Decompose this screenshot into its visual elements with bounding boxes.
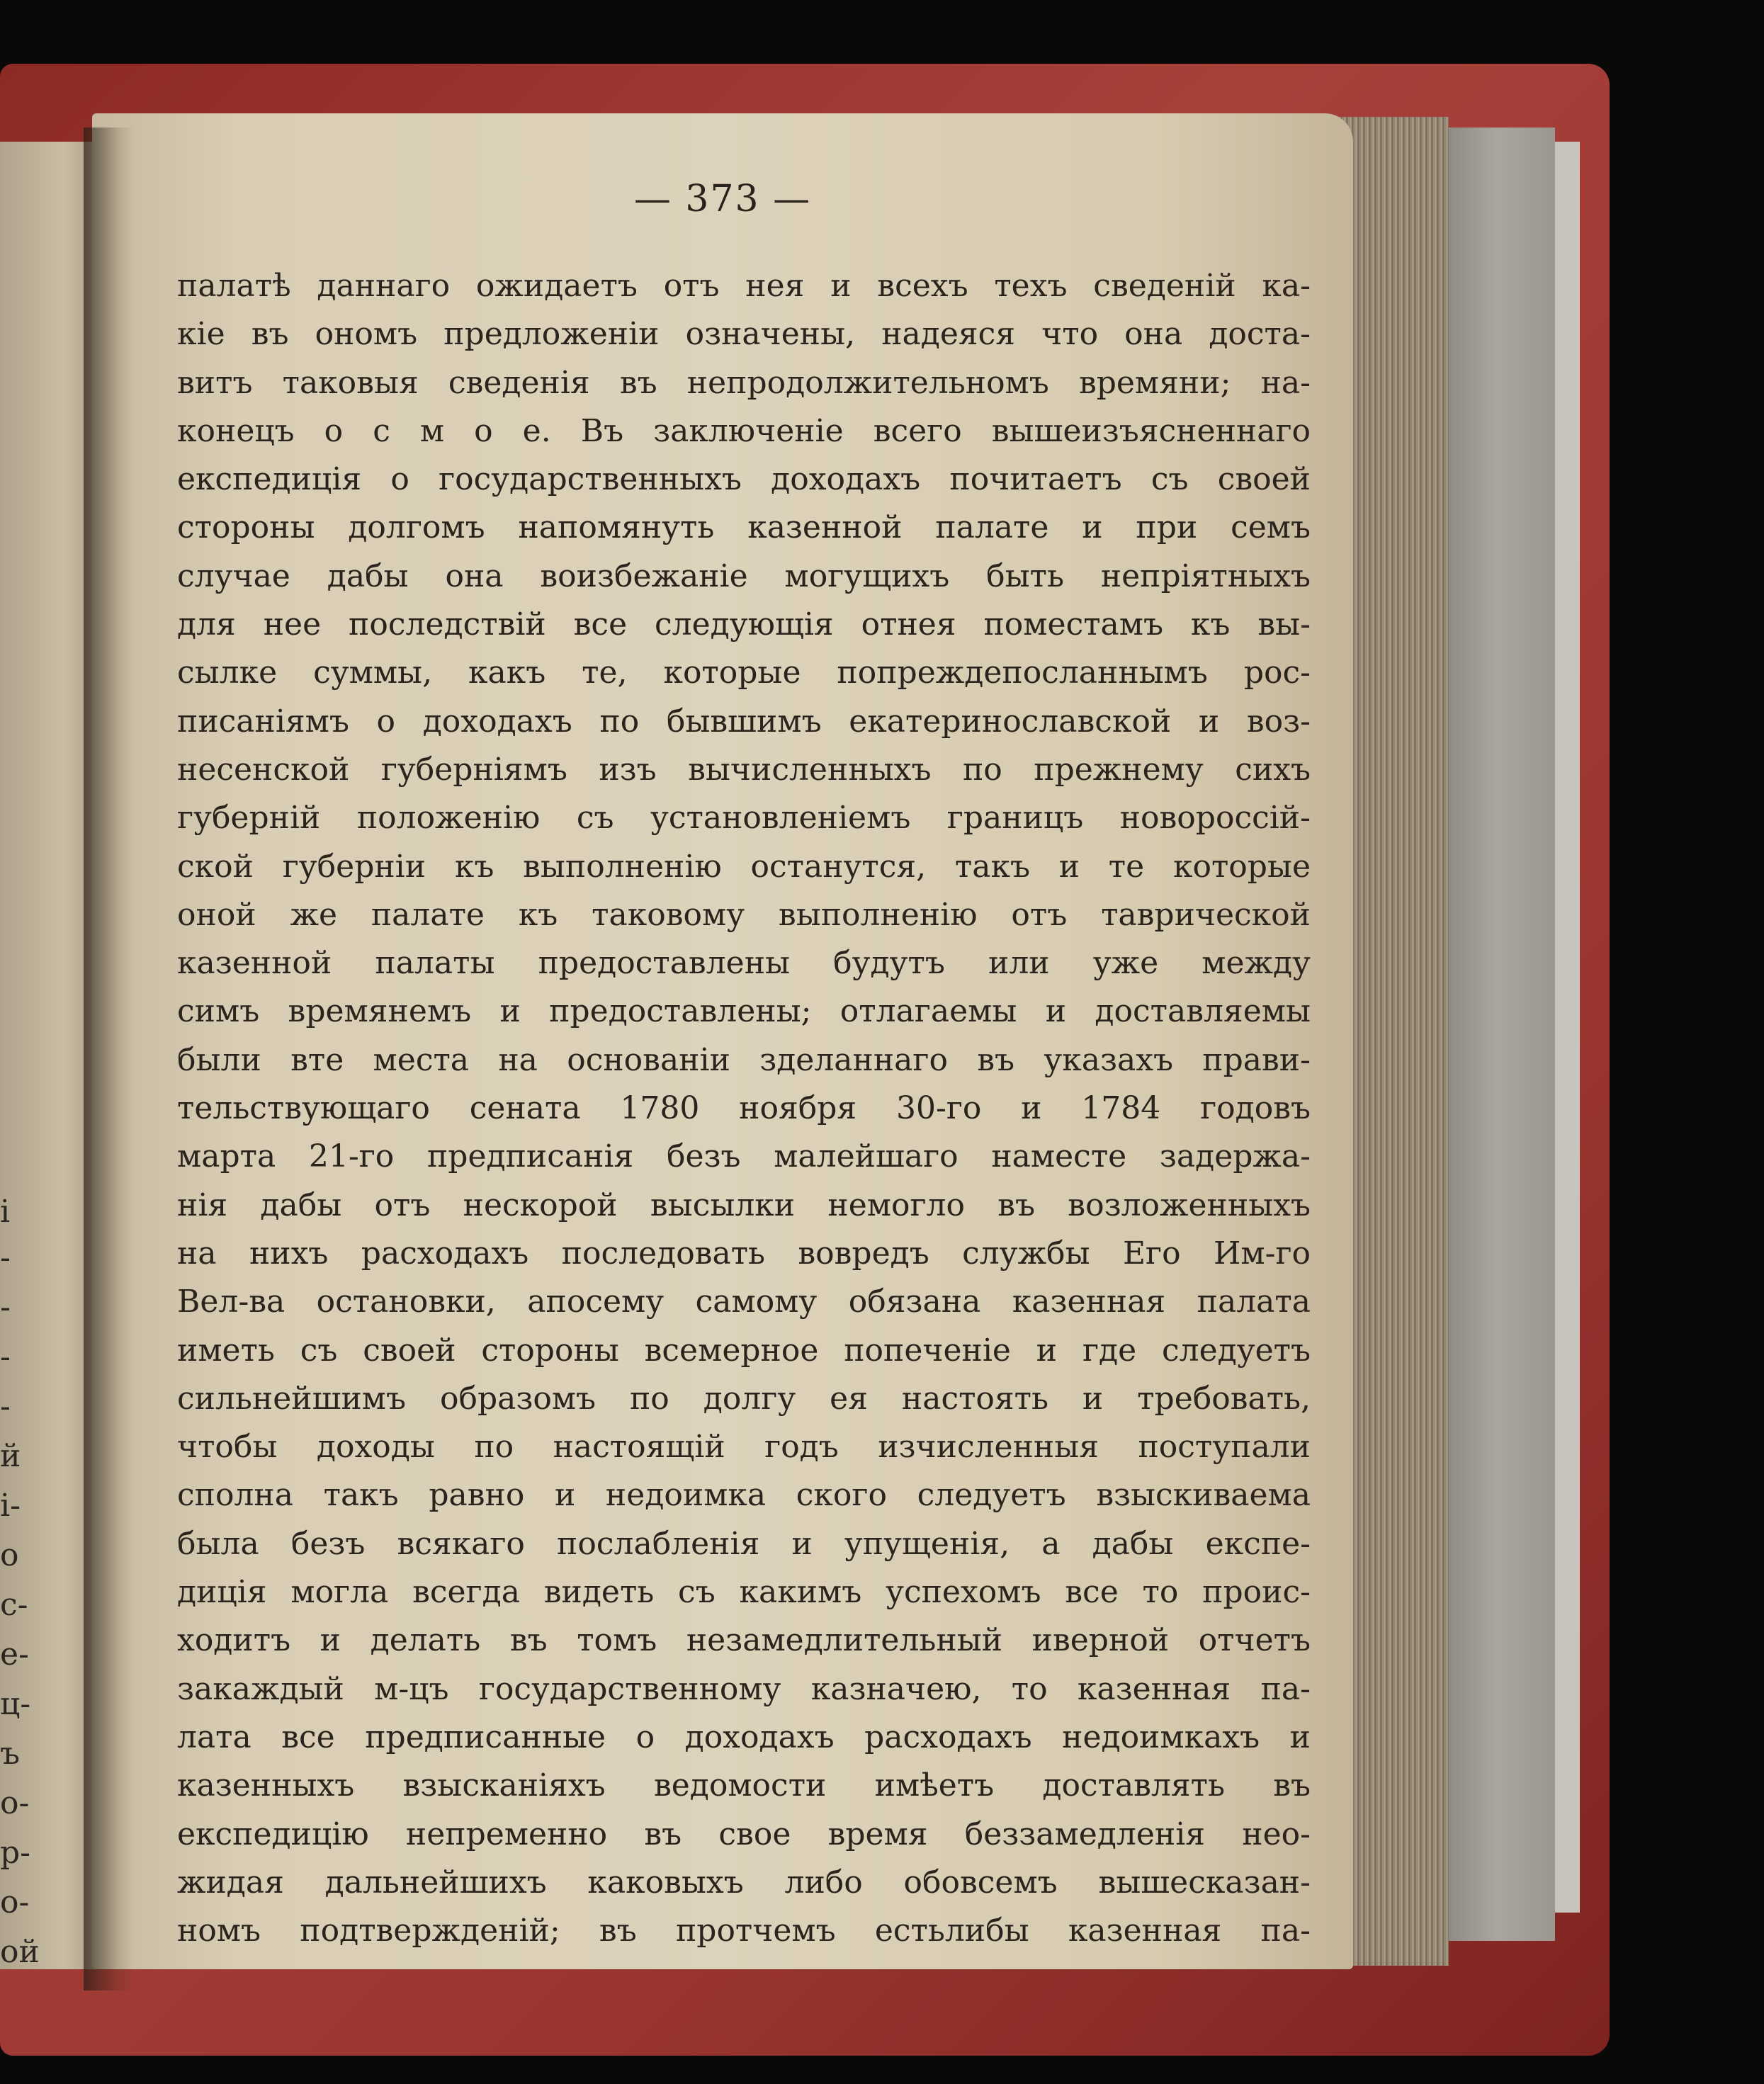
- left-page-fragment: й: [0, 1438, 21, 1474]
- text-line: казенной палаты предоставлены будутъ или уже между: [177, 945, 1311, 982]
- left-page-fragment: о-: [0, 1785, 30, 1821]
- text-line: на нихъ расходахъ последовать вовредъ службы Его Им-го: [177, 1235, 1311, 1272]
- page-number: — 373 —: [633, 178, 812, 220]
- left-page-fragment: -: [0, 1289, 11, 1325]
- left-page-fragment: і: [0, 1194, 11, 1230]
- text-line: тельствующаго сената 1780 ноября 30-го и 1784 годовъ: [177, 1090, 1311, 1127]
- left-page-fragment: -: [0, 1240, 11, 1276]
- text-line: несенской губерніямъ изъ вычисленныхъ по прежнему сихъ: [177, 751, 1311, 788]
- text-line: губерній положенію съ установленіемъ границъ новороссій-: [177, 800, 1311, 837]
- text-line: конецъ о с м о е. Въ заключеніе всего вышеизъясненнаго: [177, 412, 1311, 449]
- text-line: писаніямъ о доходахъ по бывшимъ екатеринославской и воз-: [177, 703, 1311, 740]
- text-line: експедиція о государственныхъ доходахъ почитаетъ съ своей: [177, 461, 1311, 498]
- text-line: иметь съ своей стороны всемерное попеченіе и где следуетъ: [177, 1332, 1311, 1369]
- left-page-fragment: ой: [0, 1934, 40, 1970]
- left-page-fragment: с-: [0, 1587, 28, 1623]
- left-page-fragment: о-: [0, 1884, 30, 1920]
- text-line: ходитъ и делать въ томъ незамедлительный иверной отчетъ: [177, 1622, 1311, 1659]
- left-page-fragment: о: [0, 1537, 19, 1573]
- text-line: сильнейшимъ образомъ по долгу ея настоять и требовать,: [177, 1380, 1311, 1417]
- text-line: диція могла всегда видеть съ какимъ успехомъ все то проис-: [177, 1574, 1311, 1611]
- text-line: была безъ всякаго послабленія и упущенія, а дабы експе-: [177, 1525, 1311, 1562]
- text-line: были вте места на основаніи зделаннаго въ указахъ прави-: [177, 1041, 1311, 1078]
- text-line: казенныхъ взысканіяхъ ведомости имѣетъ доставлять въ: [177, 1767, 1311, 1804]
- left-page-fragment: ц-: [0, 1686, 31, 1722]
- text-line: палатѣ даннаго ожидаетъ отъ нея и всехъ техъ сведеній ка-: [177, 268, 1311, 304]
- text-line: нія дабы отъ нескорой высылки немогло въ возложенныхъ: [177, 1187, 1311, 1223]
- text-line: чтобы доходы по настоящій годъ изчисленныя поступали: [177, 1429, 1311, 1466]
- text-line: Вел-ва остановки, апосему самому обязана казенная палата: [177, 1284, 1311, 1320]
- gutter-shadow: [84, 128, 133, 1990]
- text-line: закаждый м-цъ государственному казначею, то казенная па-: [177, 1670, 1311, 1707]
- text-line: номъ подтвержденій; въ протчемъ естьлибы казенная па-: [177, 1913, 1311, 1949]
- text-line: експедицію непременно въ свое время беззамедленія нео-: [177, 1816, 1311, 1852]
- text-line: ской губерніи къ выполненію останутся, такъ и те которые: [177, 848, 1311, 885]
- text-line: витъ таковыя сведенія въ непродолжительномъ времяни; на-: [177, 364, 1311, 401]
- left-page-fragment: -: [0, 1388, 11, 1425]
- left-page-fragment: і-: [0, 1488, 21, 1524]
- right-page: [92, 113, 1353, 1969]
- body-text: [177, 262, 1311, 1955]
- left-page-fragment: ъ: [0, 1735, 20, 1772]
- text-line: кіе въ ономъ предложеніи означены, надеяся что она доста-: [177, 316, 1311, 353]
- left-page-fragment: -: [0, 1339, 11, 1375]
- text-line: лата все предписанные о доходахъ расходахъ недоимкахъ и: [177, 1718, 1311, 1755]
- text-line: марта 21-го предписанія безъ малейшаго наместе задержа-: [177, 1138, 1311, 1175]
- left-page-fragment: е-: [0, 1636, 29, 1672]
- text-line: для нее последствій все следующія отнея поместамъ къ вы-: [177, 606, 1311, 643]
- cover-board-edge: [1438, 128, 1555, 1941]
- text-line: случае дабы она воизбежаніе могущихъ быть непріятныхъ: [177, 557, 1311, 594]
- text-line: оной же палате къ таковому выполненію отъ таврической: [177, 896, 1311, 933]
- text-line: стороны долгомъ напомянуть казенной палате и при семъ: [177, 509, 1311, 546]
- text-line: жидая дальнейшихъ каковыхъ либо обовсемъ вышесказан-: [177, 1864, 1311, 1901]
- left-page-fragment: р-: [0, 1835, 31, 1871]
- text-line: сылке суммы, какъ те, которые попреждепосланнымъ рос-: [177, 655, 1311, 691]
- text-line: симъ времянемъ и предоставлены; отлагаемы и доставляемы: [177, 993, 1311, 1030]
- text-line: сполна такъ равно и недоимка ского следуетъ взыскиваема: [177, 1477, 1311, 1514]
